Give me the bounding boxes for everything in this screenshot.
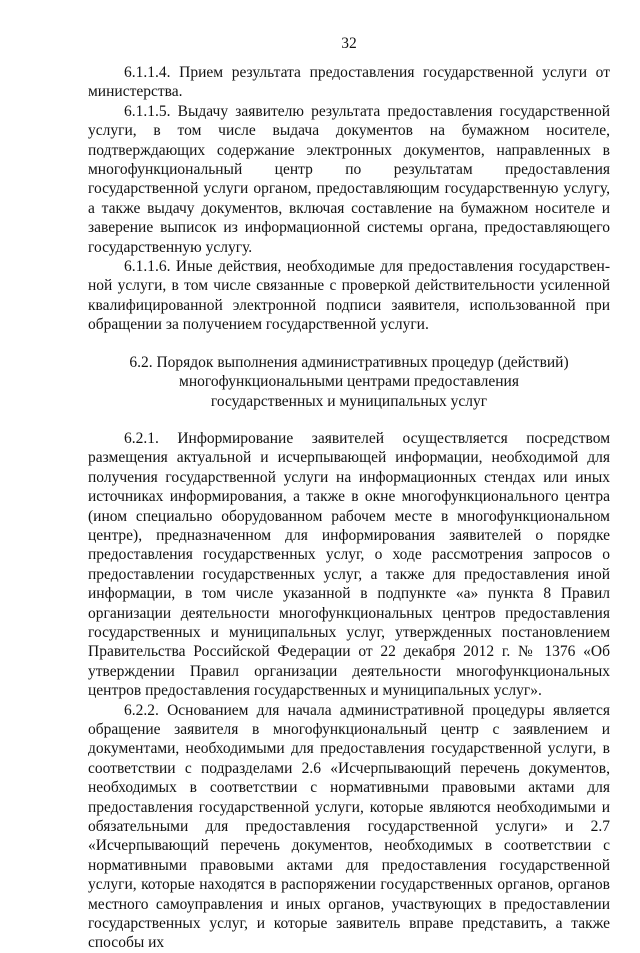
paragraph-6-1-1-6: 6.1.1.6. Иные действия, необходимые для предоставления государственной услуги, в том числе связанные с проверкой действительности усиленной квалифицированной электронной подписи заявителя, использованной при обращении за получением государственной услуги. (88, 258, 610, 334)
section-heading-6-2 (88, 353, 610, 411)
paragraph-6-2-1: 6.2.1. Информирование заявителей осуществляется посредством размещения актуальной и исчерпывающей информации, необходимой для получения государственной услуги на информационных стендах или иных источниках информирования, а также в окне многофункционального центра (ином специально оборудованном рабочем месте в многофункциональном центре), предназначенном для информирования заявителей о порядке предоставления государственных услуг, о ходе рассмотрения запросов о предоставлении государственных услуг, а также для предоставления иной информации, в том числе указанной в подпункте «а» пункта 8 Правил организации деятельности многофункциональных центров предоставления государственных и муниципальных услуг, утвержденных постановлением Правительства Российской Федерации от 22 декабря 2012 г. № 1376 «Об утверждении Правил организации деятельности многофункциональных центров предоставления государственных и муниципальных услуг». (88, 429, 610, 700)
section-heading-line-1: 6.2. Порядок выполнения административных процедур (действий) (129, 353, 569, 371)
section-heading-line-3: государственных и муниципальных услуг (210, 392, 488, 410)
paragraph-6-1-1-4: 6.1.1.4. Прием результата предоставления государственной услуги от министерства. (88, 64, 610, 101)
paragraph-6-1-1-5: 6.1.1.5. Выдачу заявителю результата предоставления государственной услуги, в том числе выдача документов на бумажном носителе, подтверждающих содержание электронных документов, направленных в многофункциональный центр по результатам предоставления государственной услуги органом, предоставляющим государственную услугу, а также выдачу документов, включая составление на бумажном носителе и заверение выписок из информационной системы органа, предоставляющего государственную услугу. (88, 102, 610, 256)
section-heading-line-2: многофункциональными центрами предоставления (179, 373, 519, 391)
page-number: 32 (341, 35, 357, 52)
paragraph-6-2-2: 6.2.2. Основанием для начала административной процедуры является обращение заявителя в многофункциональный центр с заявлением и документами, необходимыми для предоставления государственной услуги, в соответствии с подразделами 2.6 «Исчерпывающий перечень документов, необходимых в соответствии с нормативными правовыми актами для предоставления государственной услуги, которые являются необходимыми и обязательными для предоставления государственной услуги» и 2.7 «Исчерпывающий перечень документов, необходимых в соответствии с нормативными правовыми актами для предоставления государственной услуги, которые находятся в распоряжении государственных органов, органов местного самоуправления и иных органов, участвующих в предоставлении государственных услуг, и которые заявитель вправе представить, а также способы их (88, 701, 610, 952)
